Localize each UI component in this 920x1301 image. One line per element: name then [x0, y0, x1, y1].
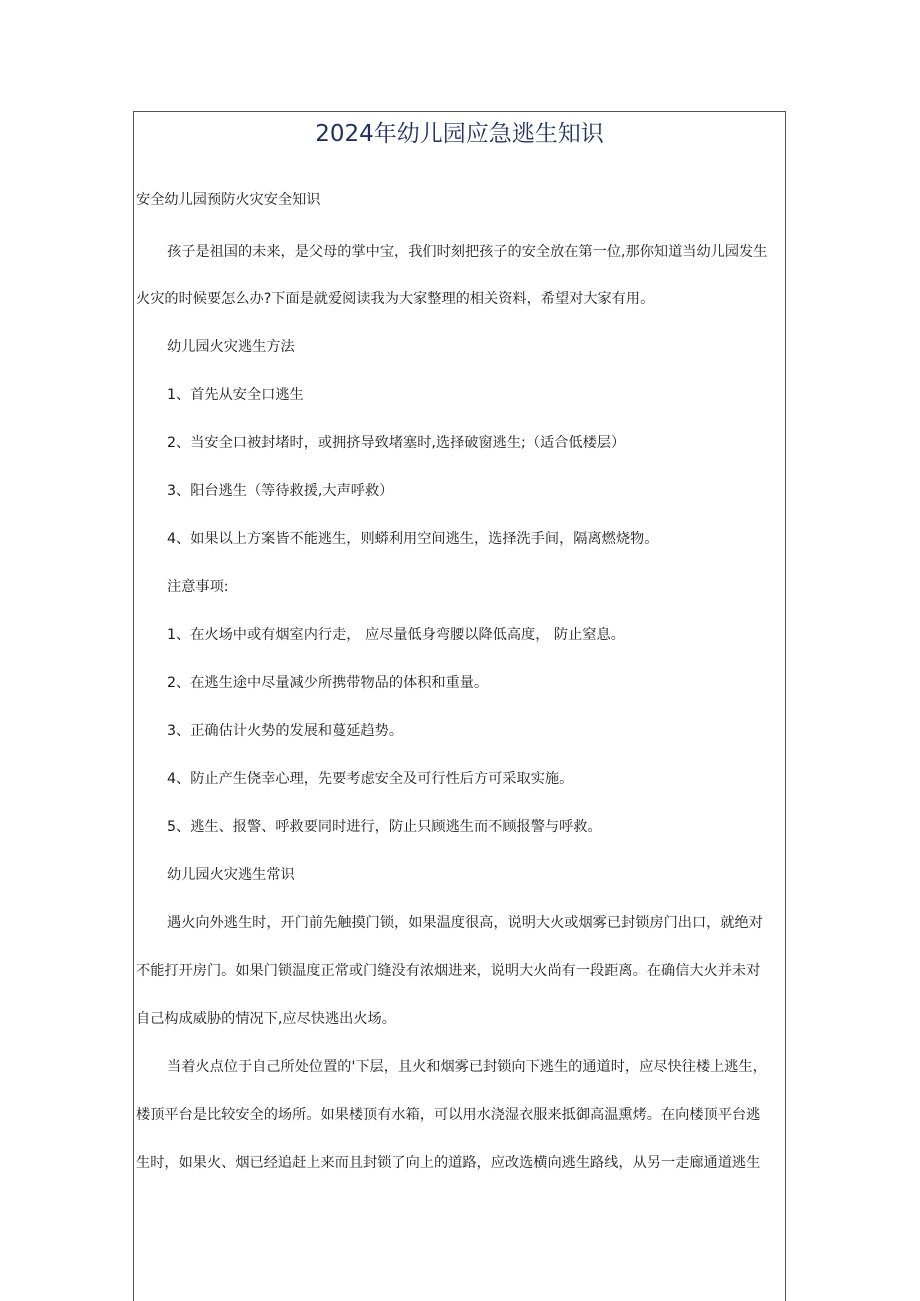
paragraph-line: 4、如果以上方案皆不能逃生，则蟒利用空间逃生，选择洗手间，隔离燃烧物。 — [167, 531, 659, 547]
paragraph-line: 自己构成威胁的情况下,应尽快逃出火场。 — [136, 1011, 396, 1027]
paragraph-line: 3、阳台逃生（等待救援,大声呼救） — [167, 483, 394, 499]
paragraph-line: 2、在逃生途中尽量减少所携带物品的体积和重量。 — [167, 675, 489, 691]
paragraph-line: 不能打开房门。如果门锁温度正常或门缝没有浓烟进来，说明大火尚有一段距离。在确信大火并未对 — [136, 963, 761, 979]
paragraph-line: 生时，如果火、烟已经追赶上来而且封锁了向上的道路，应改选横向逃生路线，从另一走廊通道逃生 — [136, 1155, 761, 1171]
paragraph-line: 3、正确估计火势的发展和蔓延趋势。 — [167, 723, 404, 739]
paragraph-line: 幼儿园火灾逃生方法 — [167, 339, 295, 355]
paragraph-line: 4、防止产生侥幸心理，先要考虑安全及可行性后方可采取实施。 — [167, 771, 574, 787]
paragraph-line: 孩子是祖国的未来，是父母的掌中宝，我们时刻把孩子的安全放在第一位,那你知道当幼儿园发生 — [167, 244, 768, 260]
paragraph-line: 楼顶平台是比较安全的场所。如果楼顶有水箱，可以用水浇湿衣服来抵御高温熏烤。在向楼顶平台逃 — [136, 1107, 761, 1123]
paragraph-line: 5、逃生、报警、呼救要同时进行，防止只顾逃生而不顾报警与呼救。 — [167, 819, 602, 835]
paragraph-line: 1、在火场中或有烟室内行走， 应尽量低身弯腰以降低高度， 防止窒息。 — [167, 627, 625, 643]
paragraph-line: 当着火点位于自己所处位置的'下层，且火和烟雾已封锁向下逃生的通道时，应尽快往楼上逃生， — [167, 1059, 767, 1075]
paragraph-line: 注意事项: — [167, 579, 229, 595]
paragraph-line: 火灾的时候要怎么办?下面是就爱阅读我为大家整理的相关资料，希望对大家有用。 — [136, 291, 655, 307]
paragraph-line: 1、首先从安全口逃生 — [167, 387, 304, 403]
paragraph-line: 幼儿园火灾逃生常识 — [167, 867, 295, 883]
paragraph-line: 安全幼儿园预防火灾安全知识 — [136, 192, 321, 208]
paragraph-line: 2、当安全口被封堵时，或拥挤导致堵塞时,选择破窗逃生;（适合低楼层） — [167, 435, 626, 451]
paragraph-line: 遇火向外逃生时，开门前先触摸门锁，如果温度很高，说明大火或烟雾已封锁房门出口，就绝对 — [167, 915, 763, 931]
document-title: 2024年幼儿园应急逃生知识 — [315, 121, 604, 147]
